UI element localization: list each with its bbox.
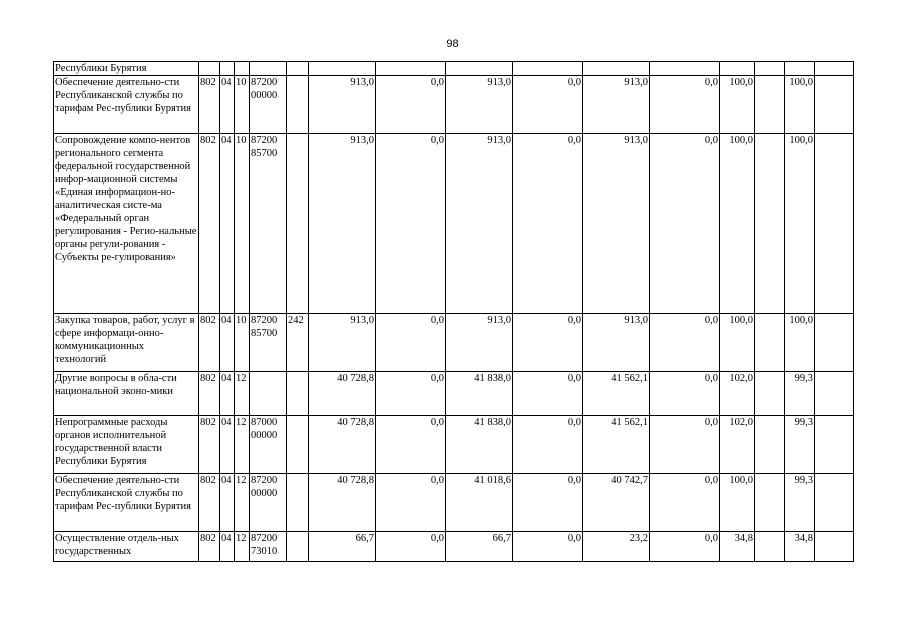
value-executed-federal: 0,0: [650, 314, 720, 372]
value-refined-federal: 0,0: [513, 474, 583, 532]
target-article-code: [250, 372, 287, 416]
value-approved: 913,0: [309, 134, 376, 314]
value-executed-federal: 0,0: [650, 134, 720, 314]
percent-approved: 100,0: [720, 134, 755, 314]
value-executed-federal: 0,0: [650, 372, 720, 416]
value-refined-federal: 0,0: [513, 532, 583, 562]
percent-refined: 99,3: [785, 474, 815, 532]
grbs-code: 802: [199, 76, 220, 134]
subsection-code: 12: [235, 474, 250, 532]
section-code: 04: [220, 372, 235, 416]
value-executed-federal: 0,0: [650, 416, 720, 474]
target-article-code: 87000 00000: [250, 416, 287, 474]
value-refined: 41 018,6: [446, 474, 513, 532]
row-name: Республики Бурятия: [54, 62, 199, 76]
subsection-code: 12: [235, 372, 250, 416]
subsection-code: 10: [235, 134, 250, 314]
target-article-code: 87200 00000: [250, 474, 287, 532]
section-code: 04: [220, 416, 235, 474]
value-approved: 913,0: [309, 76, 376, 134]
percent-approved: 34,8: [720, 532, 755, 562]
value-refined-federal: 0,0: [513, 314, 583, 372]
value-executed-federal: 0,0: [650, 76, 720, 134]
value-refined-federal: 0,0: [513, 134, 583, 314]
value-approved-federal: 0,0: [376, 532, 446, 562]
grbs-code: 802: [199, 372, 220, 416]
expense-type-code: [287, 372, 309, 416]
value-refined: 913,0: [446, 134, 513, 314]
target-article-code: 87200 00000: [250, 76, 287, 134]
percent-refined: 100,0: [785, 314, 815, 372]
row-name: Другие вопросы в обла-сти национальной эконо-мики: [54, 372, 199, 416]
table-row: [54, 134, 854, 314]
value-approved-federal: 0,0: [376, 134, 446, 314]
table-row: [54, 474, 854, 532]
percent-refined: 34,8: [785, 532, 815, 562]
percent-approved: 102,0: [720, 416, 755, 474]
value-refined-federal: 0,0: [513, 372, 583, 416]
value-executed: 41 562,1: [583, 416, 650, 474]
section-code: 04: [220, 532, 235, 562]
percent-refined: 100,0: [785, 76, 815, 134]
expense-type-code: [287, 532, 309, 562]
grbs-code: 802: [199, 416, 220, 474]
expense-type-code: [287, 474, 309, 532]
value-refined: 913,0: [446, 76, 513, 134]
value-approved: 40 728,8: [309, 474, 376, 532]
row-name: Обеспечение деятельно-сти Республиканской службы по тарифам Рес-публики Бурятия: [54, 474, 199, 532]
percent-refined: 99,3: [785, 416, 815, 474]
row-name: Непрограммные расходы органов исполнительной государственной власти Республики Бурятия: [54, 416, 199, 474]
value-approved: 913,0: [309, 314, 376, 372]
percent-approved: 100,0: [720, 76, 755, 134]
value-approved-federal: 0,0: [376, 474, 446, 532]
expense-type-code: [287, 134, 309, 314]
value-refined: 41 838,0: [446, 416, 513, 474]
value-refined: 913,0: [446, 314, 513, 372]
value-executed-federal: 0,0: [650, 474, 720, 532]
table-row: [54, 532, 854, 562]
value-refined: 66,7: [446, 532, 513, 562]
percent-approved: 100,0: [720, 314, 755, 372]
target-article-code: 87200 85700: [250, 314, 287, 372]
value-refined-federal: 0,0: [513, 416, 583, 474]
value-executed: 913,0: [583, 134, 650, 314]
value-approved: 40 728,8: [309, 416, 376, 474]
expense-type-code: [287, 76, 309, 134]
value-approved-federal: 0,0: [376, 76, 446, 134]
target-article-code: 87200 85700: [250, 134, 287, 314]
percent-approved: 102,0: [720, 372, 755, 416]
value-refined-federal: 0,0: [513, 76, 583, 134]
grbs-code: 802: [199, 314, 220, 372]
value-approved-federal: 0,0: [376, 416, 446, 474]
row-name: Обеспечение деятельно-сти Республиканской службы по тарифам Рес-публики Бурятия: [54, 76, 199, 134]
value-executed-federal: 0,0: [650, 532, 720, 562]
section-code: 04: [220, 76, 235, 134]
value-executed: 23,2: [583, 532, 650, 562]
section-code: 04: [220, 134, 235, 314]
grbs-code: 802: [199, 532, 220, 562]
value-approved: 66,7: [309, 532, 376, 562]
value-executed: 913,0: [583, 314, 650, 372]
subsection-code: 10: [235, 76, 250, 134]
value-approved: 40 728,8: [309, 372, 376, 416]
percent-refined: 99,3: [785, 372, 815, 416]
table-row: [54, 314, 854, 372]
percent-refined: 100,0: [785, 134, 815, 314]
grbs-code: 802: [199, 474, 220, 532]
table-row: [54, 372, 854, 416]
value-executed: 41 562,1: [583, 372, 650, 416]
percent-approved: 100,0: [720, 474, 755, 532]
expense-type-code: 242: [287, 314, 309, 372]
subsection-code: 12: [235, 532, 250, 562]
subsection-code: 10: [235, 314, 250, 372]
value-refined: 41 838,0: [446, 372, 513, 416]
table-row: [54, 416, 854, 474]
target-article-code: 87200 73010: [250, 532, 287, 562]
value-executed: 40 742,7: [583, 474, 650, 532]
section-code: 04: [220, 314, 235, 372]
section-code: 04: [220, 474, 235, 532]
budget-table: [53, 61, 854, 562]
grbs-code: 802: [199, 134, 220, 314]
expense-type-code: [287, 416, 309, 474]
subsection-code: 12: [235, 416, 250, 474]
page-number: 98: [446, 38, 459, 50]
table-row: [54, 76, 854, 134]
row-name: Закупка товаров, работ, услуг в сфере информаци-онно-коммуникационных технологий: [54, 314, 199, 372]
row-name: Сопровождение компо-нентов регионального сегмента федеральной государственной инфор-мационной системы «Единая информацион-но-аналитическая систе-ма «Федеральный орган регулирования - Регио-нальные органы регули-рования - Субъекты ре-гулирования»: [54, 134, 199, 314]
row-name: Осуществление отдель-ных государственных: [54, 532, 199, 562]
table-row-continuation: [54, 62, 854, 76]
value-approved-federal: 0,0: [376, 314, 446, 372]
value-executed: 913,0: [583, 76, 650, 134]
value-approved-federal: 0,0: [376, 372, 446, 416]
